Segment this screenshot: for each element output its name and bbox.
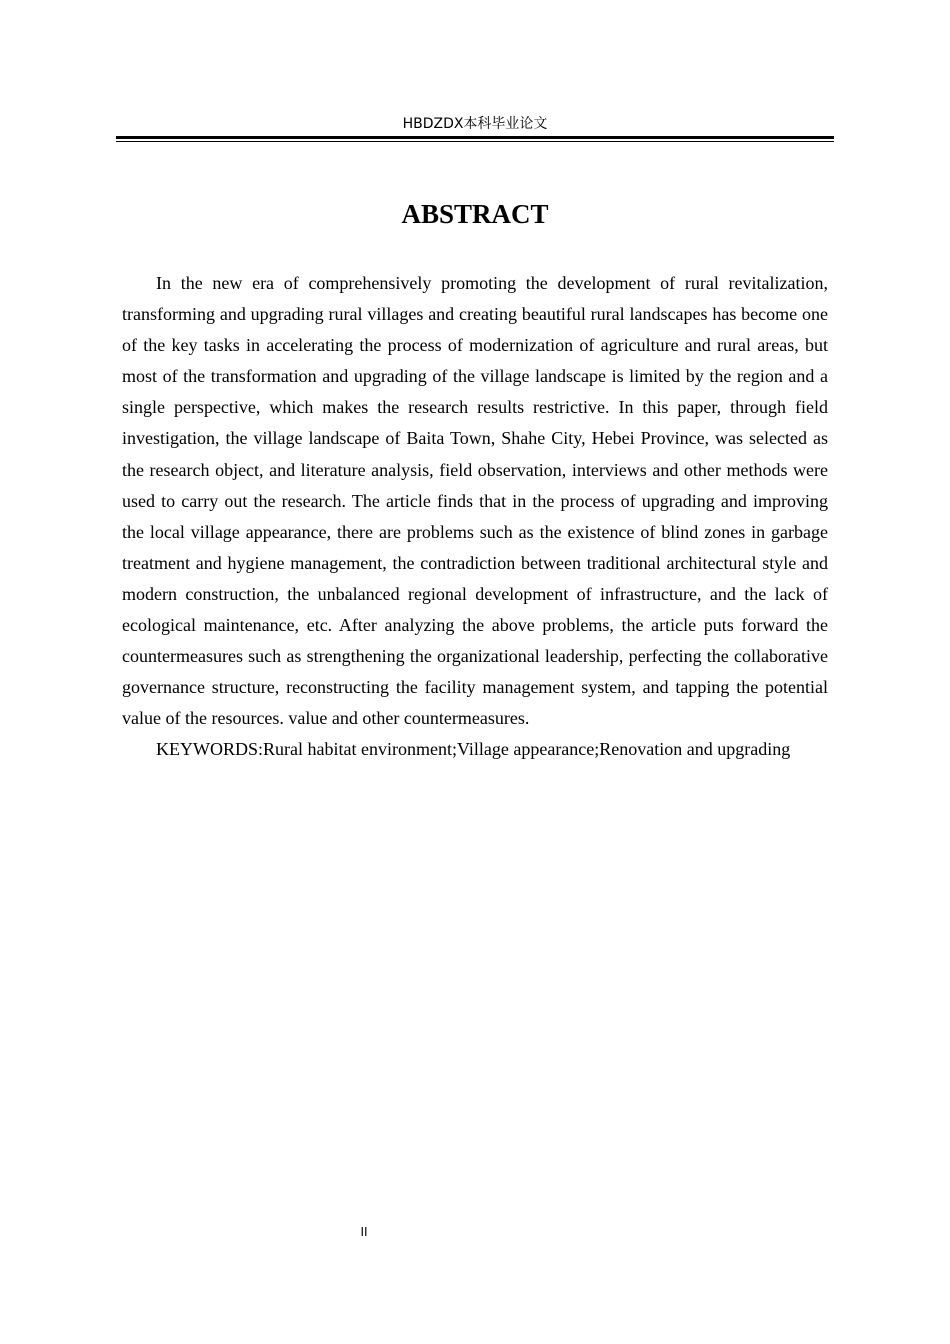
abstract-body (122, 268, 828, 766)
keywords-label: KEYWORDS: (156, 739, 263, 760)
abstract-paragraph: In the new era of comprehensively promoting the development of rural revitalization, transforming and upgrading rural villages and creating beautiful rural landscapes has become one of the key tasks in accelerating the process of modernization of agriculture and rural areas, but most of the transformation and upgrading of the village landscape is limited by the region and a single perspective, which makes the research results restrictive. In this paper, through field investigation, the village landscape of Baita Town, Shahe City, Hebei Province, was selected as the research object, and literature analysis, field observation, interviews and other methods were used to carry out the research. The article finds that in the process of upgrading and improving the local village appearance, there are problems such as the existence of blind zones in garbage treatment and hygiene management, the contradiction between traditional architectural style and modern construction, the unbalanced regional development of infrastructure, and the lack of ecological maintenance, etc. After analyzing the above problems, the article puts forward the countermeasures such as strengthening the organizational leadership, perfecting the collaborative governance structure, reconstructing the facility management system, and tapping the potential value of the resources. value and other countermeasures. (122, 273, 828, 729)
page-number: II (360, 1225, 368, 1239)
running-header: HBDZDX本科毕业论文 (402, 116, 548, 132)
keywords-line (122, 734, 828, 765)
header-double-rule (116, 136, 834, 142)
abstract-title: ABSTRACT (401, 199, 549, 229)
keywords-text: Rural habitat environment;Village appearance;Renovation and upgrading (263, 739, 791, 760)
